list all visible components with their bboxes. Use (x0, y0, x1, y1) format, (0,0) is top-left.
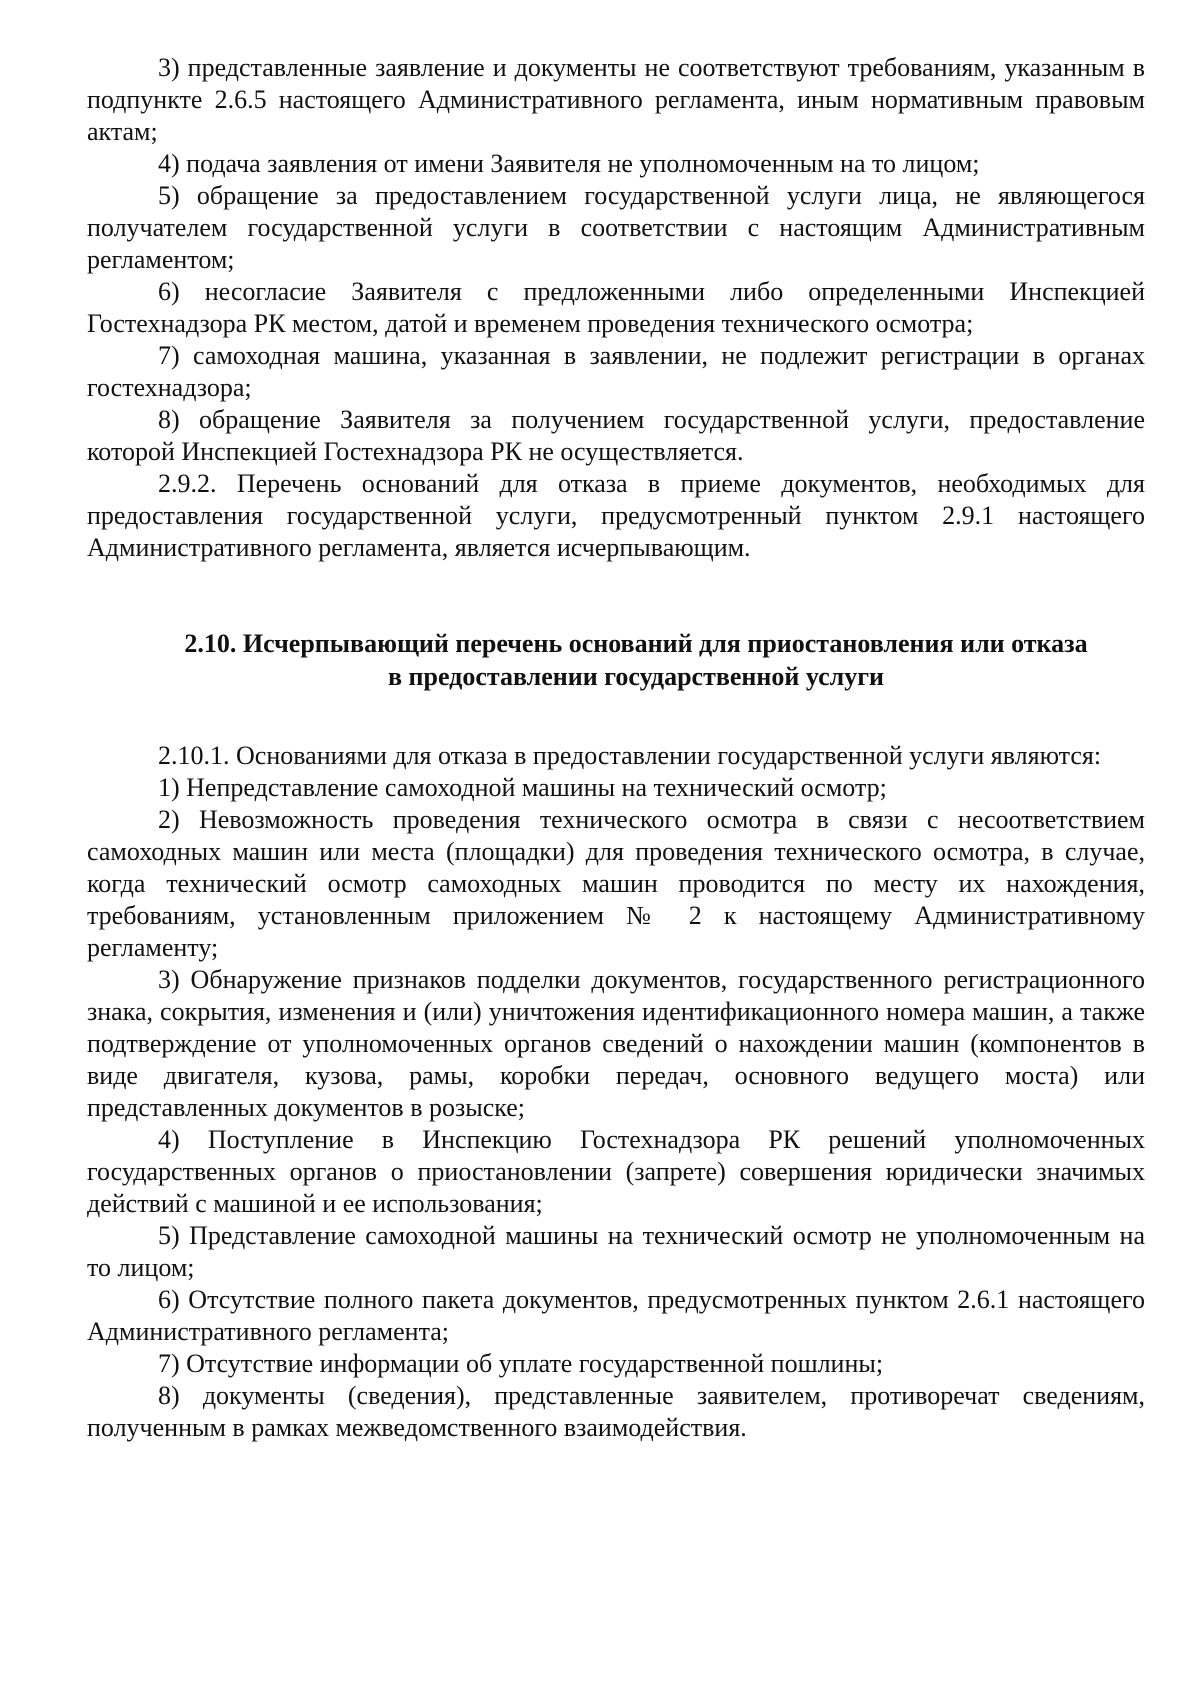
reason-item-1: 1) Непредставление самоходной машины на технический осмотр; (158, 773, 887, 802)
reason-item-7: 7) Отсутствие информации об уплате государственной пошлины; (158, 1349, 884, 1378)
paragraph-item-5: 5) обращение за предоставлением государственной услуги лица, не являющегося получателем государственной услуги в соответствии с настоящим Административным регламентом; (87, 181, 1145, 274)
reason-item-4: 4) Поступление в Инспекцию Гостехнадзора РК решений уполномоченных государственных органов о приостановлении (запрете) совершения юридически значимых действий с машиной и ее использования; (87, 1125, 1145, 1218)
section-heading-2-10 (87, 627, 1145, 693)
paragraph-2-9-2: 2.9.2. Перечень оснований для отказа в приеме документов, необходимых для предоставления государственной услуги, предусмотренный пунктом 2.9.1 настоящего Административного регламента, является исчерпывающим. (87, 469, 1145, 562)
paragraph-item-8: 8) обращение Заявителя за получением государственной услуги, предоставление которой Инспекцией Гостехнадзора РК не осуществляется. (87, 405, 1145, 466)
paragraph-2-10-1: 2.10.1. Основаниями для отказа в предоставлении государственной услуги являются: (158, 741, 1102, 770)
reason-item-2: 2) Невозможность проведения технического осмотра в связи с несоответствием самоходных машин или места (площадки) для проведения технического осмотра, в случае, когда технический осмотр самоходных машин проводится по месту их нахождения, требованиям, установленным приложением № 2 к настоящему Административному регламенту; (87, 805, 1145, 962)
reason-item-8: 8) документы (сведения), представленные заявителем, противоречат сведениям, полученным в рамках межведомственного взаимодействия. (87, 1381, 1145, 1442)
section-heading-line-1: 2.10. Исчерпывающий перечень оснований для приостановления или отказа (184, 629, 1088, 658)
reason-item-3: 3) Обнаружение признаков подделки документов, государственного регистрационного знака, сокрытия, изменения и (или) уничтожения идентификационного номера машин, а также подтверждение от уполномоченных органов сведений о нахождении машин (компонентов в виде двигателя, кузова, рамы, коробки передач, основного ведущего моста) или представленных документов в розыске; (87, 965, 1145, 1122)
reason-item-5: 5) Представление самоходной машины на технический осмотр не уполномоченным на то лицом; (87, 1221, 1145, 1282)
reason-item-6: 6) Отсутствие полного пакета документов, предусмотренных пунктом 2.6.1 настоящего Административного регламента; (87, 1285, 1145, 1346)
paragraph-item-7: 7) самоходная машина, указанная в заявлении, не подлежит регистрации в органах гостехнадзора; (87, 341, 1145, 402)
document-page (87, 52, 1145, 1444)
paragraph-item-6: 6) несогласие Заявителя с предложенными либо определенными Инспекцией Гостехнадзора РК местом, датой и временем проведения технического осмотра; (87, 277, 1145, 338)
section-heading-line-2: в предоставлении государственной услуги (387, 662, 884, 691)
paragraph-item-3: 3) представленные заявление и документы не соответствуют требованиям, указанным в подпункте 2.6.5 настоящего Административного регламента, иным нормативным правовым актам; (87, 53, 1145, 146)
paragraph-item-4: 4) подача заявления от имени Заявителя не уполномоченным на то лицом; (158, 149, 980, 178)
